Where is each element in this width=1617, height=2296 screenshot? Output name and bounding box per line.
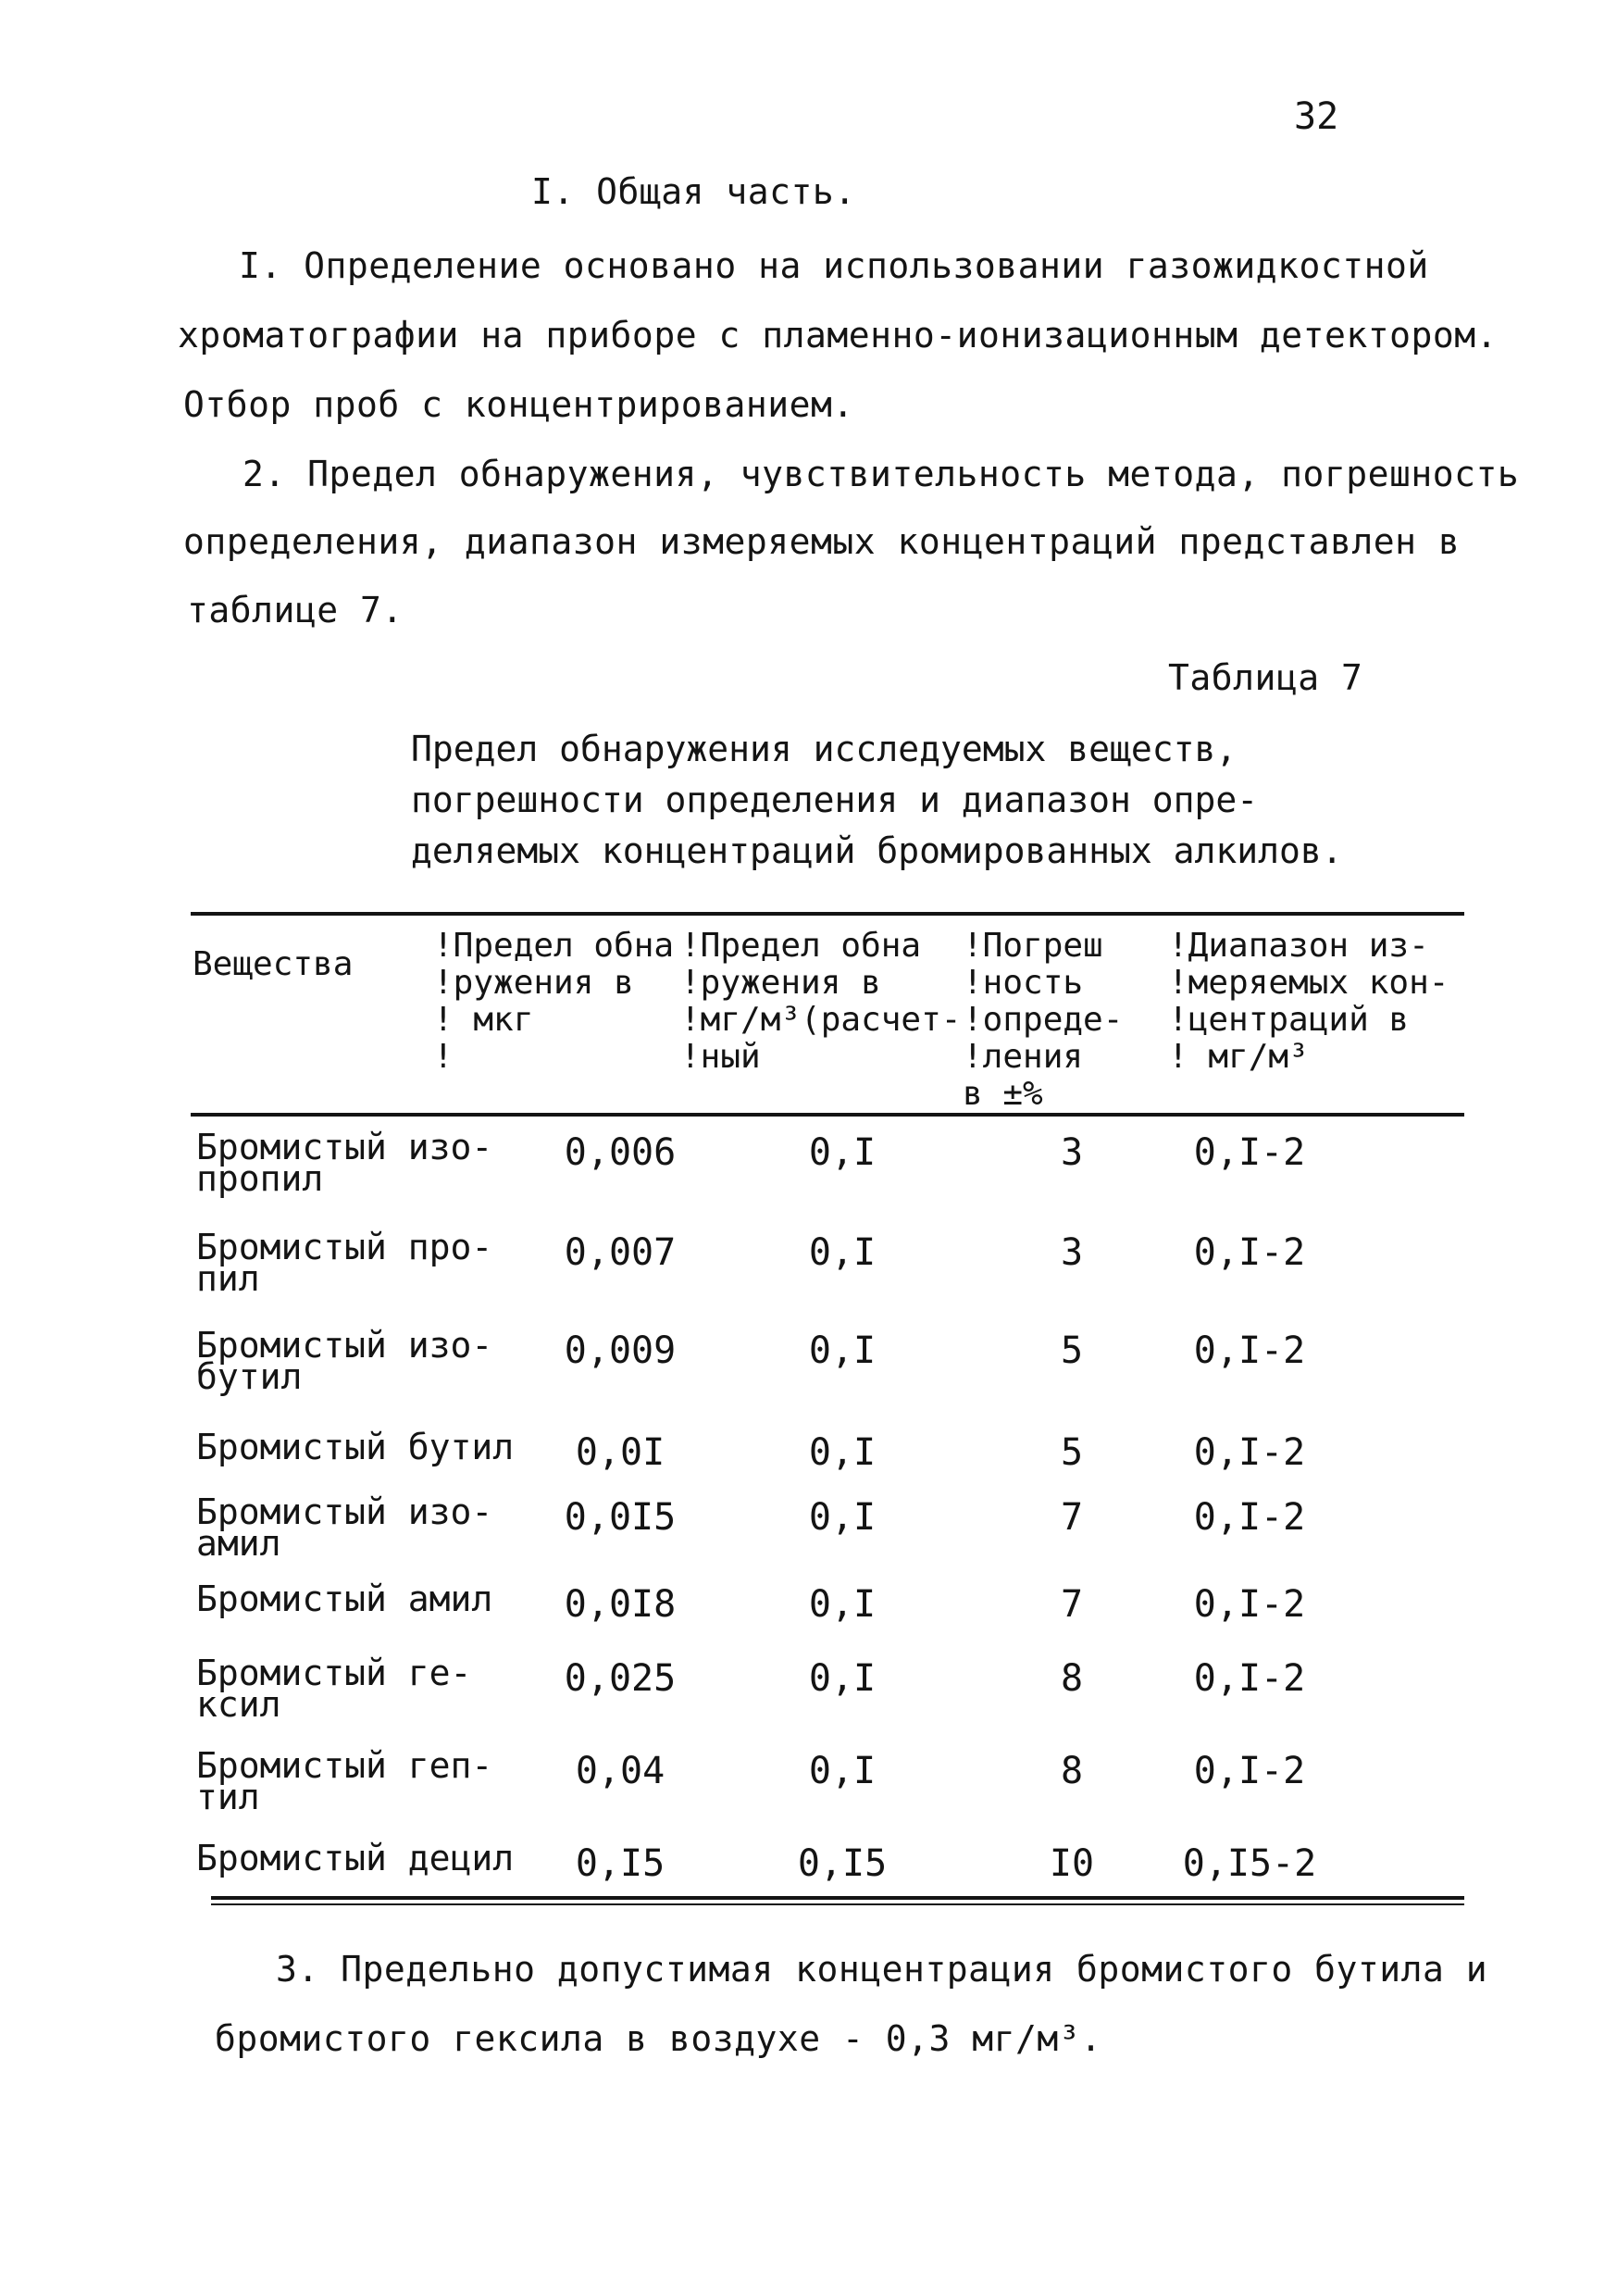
row-error: 5 xyxy=(1060,1431,1084,1474)
header-range-line: !Диапазон из- xyxy=(1168,927,1429,965)
row-limit-mkg: 0,025 xyxy=(564,1657,677,1700)
row-range: 0,I-2 xyxy=(1193,1657,1306,1700)
header-limit-mgm3 xyxy=(680,928,961,1076)
row-limit-mkg: 0,009 xyxy=(564,1329,677,1372)
section-heading: I. Общая часть. xyxy=(531,171,856,212)
row-limit-mkg: 0,006 xyxy=(564,1131,677,1174)
footer-paragraph-line-2: бромистого гексила в воздухе - 0,3 мг/м³. xyxy=(215,2018,1102,2059)
table-bottom-rule xyxy=(211,1896,1464,1900)
header-error-line: !ления xyxy=(963,1038,1084,1076)
row-substance-name-line: пил xyxy=(196,1258,260,1299)
row-range: 0,I-2 xyxy=(1193,1231,1306,1274)
row-limit-mkg: 0,007 xyxy=(564,1231,677,1274)
row-limit-mkg: 0,I5 xyxy=(575,1842,665,1885)
row-substance-name xyxy=(196,1653,472,1725)
row-substance-name xyxy=(196,1127,493,1199)
row-limit-mgm3: 0,I xyxy=(808,1657,877,1700)
row-substance-name xyxy=(196,1325,493,1397)
row-substance-name-line: бутил xyxy=(196,1356,303,1397)
row-limit-mkg: 0,0I8 xyxy=(564,1583,677,1626)
header-error-line: в ±% xyxy=(963,1075,1043,1113)
row-error: 7 xyxy=(1060,1496,1084,1539)
paragraph-2-line-3: таблице 7. xyxy=(187,590,404,630)
header-limit-mkg-line: ! xyxy=(433,1038,454,1076)
row-substance-name-line: ксил xyxy=(196,1684,281,1725)
row-error: 7 xyxy=(1060,1583,1084,1626)
table-top-rule xyxy=(191,912,1464,916)
row-limit-mgm3: 0,I5 xyxy=(797,1842,888,1885)
row-substance-name-line: Бромистый про- xyxy=(196,1227,493,1267)
header-limit-mgm3-line: !Предел обна xyxy=(680,927,922,965)
header-limit-mkg-line: !Предел обна xyxy=(433,927,675,965)
row-substance-name-line: Бромистый изо- xyxy=(196,1127,493,1167)
row-limit-mgm3: 0,I xyxy=(808,1231,877,1274)
row-substance-name xyxy=(196,1227,493,1299)
header-limit-mgm3-line: !мг/м³(расчет- xyxy=(680,1001,962,1039)
row-error: I0 xyxy=(1049,1842,1095,1885)
row-range: 0,I-2 xyxy=(1193,1431,1306,1474)
paragraph-1-line-1: I. Определение основано на использовании газожидкостной xyxy=(239,245,1429,286)
page-number: 32 xyxy=(1294,95,1339,138)
row-range: 0,I5-2 xyxy=(1182,1842,1317,1885)
paragraph-2-line-1: 2. Предел обнаружения, чувствительность метода, погрешность xyxy=(243,454,1520,494)
header-error-line: !ность xyxy=(963,964,1084,1002)
header-limit-mkg-line: ! мкг xyxy=(433,1001,534,1039)
header-range-line: ! мг/м³ xyxy=(1168,1038,1309,1076)
row-substance-name-line: Бромистый изо- xyxy=(196,1325,493,1366)
paragraph-2-line-2: определения, диапазон измеряемых концентраций представлен в xyxy=(183,521,1461,562)
header-limit-mkg xyxy=(433,928,674,1076)
table-header-rule xyxy=(191,1113,1464,1117)
row-limit-mgm3: 0,I xyxy=(808,1750,877,1792)
header-limit-mkg-line: !ружения в xyxy=(433,964,634,1002)
row-limit-mgm3: 0,I xyxy=(808,1496,877,1539)
row-substance-name-line: Бромистый амил xyxy=(196,1578,493,1619)
row-limit-mkg: 0,0I xyxy=(575,1431,665,1474)
row-limit-mgm3: 0,I xyxy=(808,1329,877,1372)
paragraph-1-line-3: Отбор проб с концентрированием. xyxy=(183,384,854,425)
row-limit-mkg: 0,0I5 xyxy=(564,1496,677,1539)
paragraph-1-line-2: хроматографии на приборе с пламенно-ионизационным детектором. xyxy=(178,315,1499,356)
row-range: 0,I-2 xyxy=(1193,1750,1306,1792)
header-range xyxy=(1168,928,1449,1076)
row-limit-mgm3: 0,I xyxy=(808,1583,877,1626)
row-error: 5 xyxy=(1060,1329,1084,1372)
row-error: 3 xyxy=(1060,1231,1084,1274)
row-substance-name-line: Бромистый изо- xyxy=(196,1491,493,1532)
row-limit-mgm3: 0,I xyxy=(808,1131,877,1174)
row-substance-name-line: амил xyxy=(196,1523,281,1564)
row-limit-mgm3: 0,I xyxy=(808,1431,877,1474)
header-error-line: !опреде- xyxy=(963,1001,1124,1039)
row-range: 0,I-2 xyxy=(1193,1583,1306,1626)
table-caption-line-3: деляемых концентраций бромированных алкилов. xyxy=(411,830,1343,871)
header-range-line: !меряемых кон- xyxy=(1168,964,1449,1002)
row-substance-name xyxy=(196,1427,515,1467)
row-substance-name xyxy=(196,1838,515,1878)
header-error-line: !Погреш xyxy=(963,927,1103,965)
row-error: 3 xyxy=(1060,1131,1084,1174)
row-substance-name-line: тил xyxy=(196,1777,260,1817)
footer-paragraph-line-1: 3. Предельно допустимая концентрация бромистого бутила и xyxy=(276,1949,1488,1990)
header-substance: Вещества xyxy=(193,945,354,983)
row-error: 8 xyxy=(1060,1657,1084,1700)
header-range-line: !центраций в xyxy=(1168,1001,1410,1039)
header-error xyxy=(963,928,1123,1113)
row-substance-name-line: Бромистый бутил xyxy=(196,1427,515,1467)
row-range: 0,I-2 xyxy=(1193,1496,1306,1539)
header-limit-mgm3-line: !ный xyxy=(680,1038,761,1076)
row-error: 8 xyxy=(1060,1750,1084,1792)
table-caption-line-1: Предел обнаружения исследуемых веществ, xyxy=(411,729,1238,769)
row-range: 0,I-2 xyxy=(1193,1329,1306,1372)
table-bottom-rule-thin xyxy=(211,1903,1464,1905)
row-substance-name-line: пропил xyxy=(196,1158,324,1199)
row-substance-name xyxy=(196,1745,493,1817)
row-range: 0,I-2 xyxy=(1193,1131,1306,1174)
row-substance-name-line: Бромистый геп- xyxy=(196,1745,493,1786)
row-substance-name-line: Бромистый децил xyxy=(196,1838,515,1878)
row-substance-name xyxy=(196,1491,493,1564)
table-caption-line-2: погрешности определения и диапазон опре- xyxy=(411,780,1259,820)
row-substance-name-line: Бромистый ге- xyxy=(196,1653,472,1693)
header-limit-mgm3-line: !ружения в xyxy=(680,964,881,1002)
table-label: Таблица 7 xyxy=(1168,657,1363,698)
row-limit-mkg: 0,04 xyxy=(575,1750,665,1792)
row-substance-name xyxy=(196,1578,493,1619)
